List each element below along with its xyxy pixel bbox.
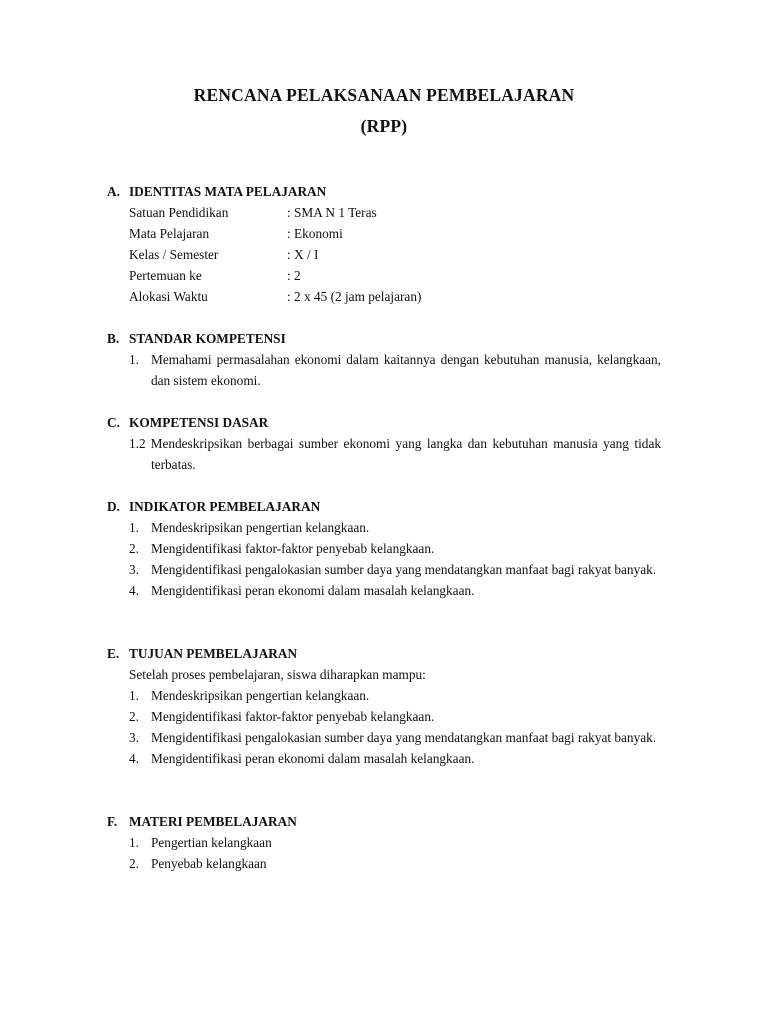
- list-text: Mendeskripsikan berbagai sumber ekonomi yang langka dan kebutuhan manusia yang tidak terbatas.: [150, 436, 661, 472]
- section-title: MATERI PEMBELAJARAN: [129, 814, 297, 829]
- section-letter: B.: [107, 331, 120, 346]
- list-item: [107, 748, 661, 769]
- list-text: Mengidentifikasi peran ekonomi dalam masalah kelangkaan.: [151, 583, 475, 598]
- section-heading: [107, 412, 661, 433]
- list-text: Mengidentifikasi pengalokasian sumber daya yang mendatangkan manfaat bagi rakyat banyak.: [151, 730, 657, 745]
- identity-label: Kelas / Semester: [129, 247, 219, 262]
- list-text: Memahami permasalahan ekonomi dalam kaitannya dengan kebutuhan manusia, kelangkaan, dan sistem ekonomi.: [151, 352, 661, 388]
- identity-label: Mata Pelajaran: [129, 226, 210, 241]
- identity-row: [107, 223, 661, 244]
- list-text: Mendeskripsikan pengertian kelangkaan.: [151, 688, 370, 703]
- list-item: [107, 685, 661, 706]
- section-title: IDENTITAS MATA PELAJARAN: [129, 184, 327, 199]
- list-number: 4.: [129, 583, 139, 598]
- section-letter: F.: [107, 814, 118, 829]
- identity-label: Alokasi Waktu: [129, 289, 208, 304]
- identity-value: : SMA N 1 Teras: [287, 205, 377, 220]
- section-heading: [107, 496, 661, 517]
- identity-value: : 2: [287, 268, 301, 283]
- section-identitas: [107, 181, 661, 307]
- identity-value: : 2 x 45 (2 jam pelajaran): [287, 289, 422, 304]
- list-item: [107, 517, 661, 538]
- section-title: STANDAR KOMPETENSI: [129, 331, 286, 346]
- list-number: 1.2: [129, 436, 146, 451]
- section-heading: [107, 181, 661, 202]
- section-standar-kompetensi: [107, 328, 661, 391]
- identity-row: [107, 244, 661, 265]
- section-letter: A.: [107, 184, 120, 199]
- list-number: 3.: [129, 562, 139, 577]
- list-number: 1.: [129, 835, 139, 850]
- list-number: 2.: [129, 856, 139, 871]
- identity-row: [107, 265, 661, 286]
- identity-row: [107, 202, 661, 223]
- section-heading: [107, 811, 661, 832]
- list-item: [107, 853, 661, 874]
- list-number: 4.: [129, 751, 139, 766]
- list-number: 3.: [129, 730, 139, 745]
- identity-value: : X / I: [287, 247, 319, 262]
- section-tujuan: [107, 643, 661, 769]
- identity-row: [107, 286, 661, 307]
- list-text: Penyebab kelangkaan: [151, 856, 267, 871]
- list-text: Mengidentifikasi faktor-faktor penyebab kelangkaan.: [151, 541, 435, 556]
- section-heading: [107, 643, 661, 664]
- list-text: Pengertian kelangkaan: [151, 835, 272, 850]
- section-materi: [107, 811, 661, 874]
- list-number: 1.: [129, 688, 139, 703]
- section-letter: C.: [107, 415, 120, 430]
- list-item: [107, 706, 661, 727]
- list-item: [107, 559, 661, 580]
- list-item: [107, 580, 661, 601]
- list-text: Mengidentifikasi faktor-faktor penyebab kelangkaan.: [151, 709, 435, 724]
- section-title: KOMPETENSI DASAR: [129, 415, 269, 430]
- list-number: 1.: [129, 352, 139, 367]
- list-item: [107, 538, 661, 559]
- list-item: [107, 727, 661, 748]
- identity-label: Satuan Pendidikan: [129, 205, 229, 220]
- list-text: Mengidentifikasi peran ekonomi dalam masalah kelangkaan.: [151, 751, 475, 766]
- identity-value: : Ekonomi: [287, 226, 343, 241]
- document-subtitle: (RPP): [360, 116, 408, 136]
- document-title: RENCANA PELAKSANAAN PEMBELAJARAN: [193, 85, 575, 105]
- list-number: 2.: [129, 541, 139, 556]
- section-title: TUJUAN PEMBELAJARAN: [129, 646, 298, 661]
- section-kompetensi-dasar: [107, 412, 661, 475]
- list-item: [107, 349, 661, 391]
- section-letter: D.: [107, 499, 120, 514]
- list-number: 1.: [129, 520, 139, 535]
- section-indikator: [107, 496, 661, 601]
- identity-label: Pertemuan ke: [129, 268, 202, 283]
- list-text: Mengidentifikasi pengalokasian sumber daya yang mendatangkan manfaat bagi rakyat banyak.: [151, 562, 657, 577]
- list-item: [107, 832, 661, 853]
- section-title: INDIKATOR PEMBELAJARAN: [129, 499, 321, 514]
- section-intro: Setelah proses pembelajaran, siswa diharapkan mampu:: [129, 667, 426, 682]
- section-letter: E.: [107, 646, 120, 661]
- list-item: [107, 433, 661, 475]
- list-text: Mendeskripsikan pengertian kelangkaan.: [151, 520, 370, 535]
- list-number: 2.: [129, 709, 139, 724]
- section-heading: [107, 328, 661, 349]
